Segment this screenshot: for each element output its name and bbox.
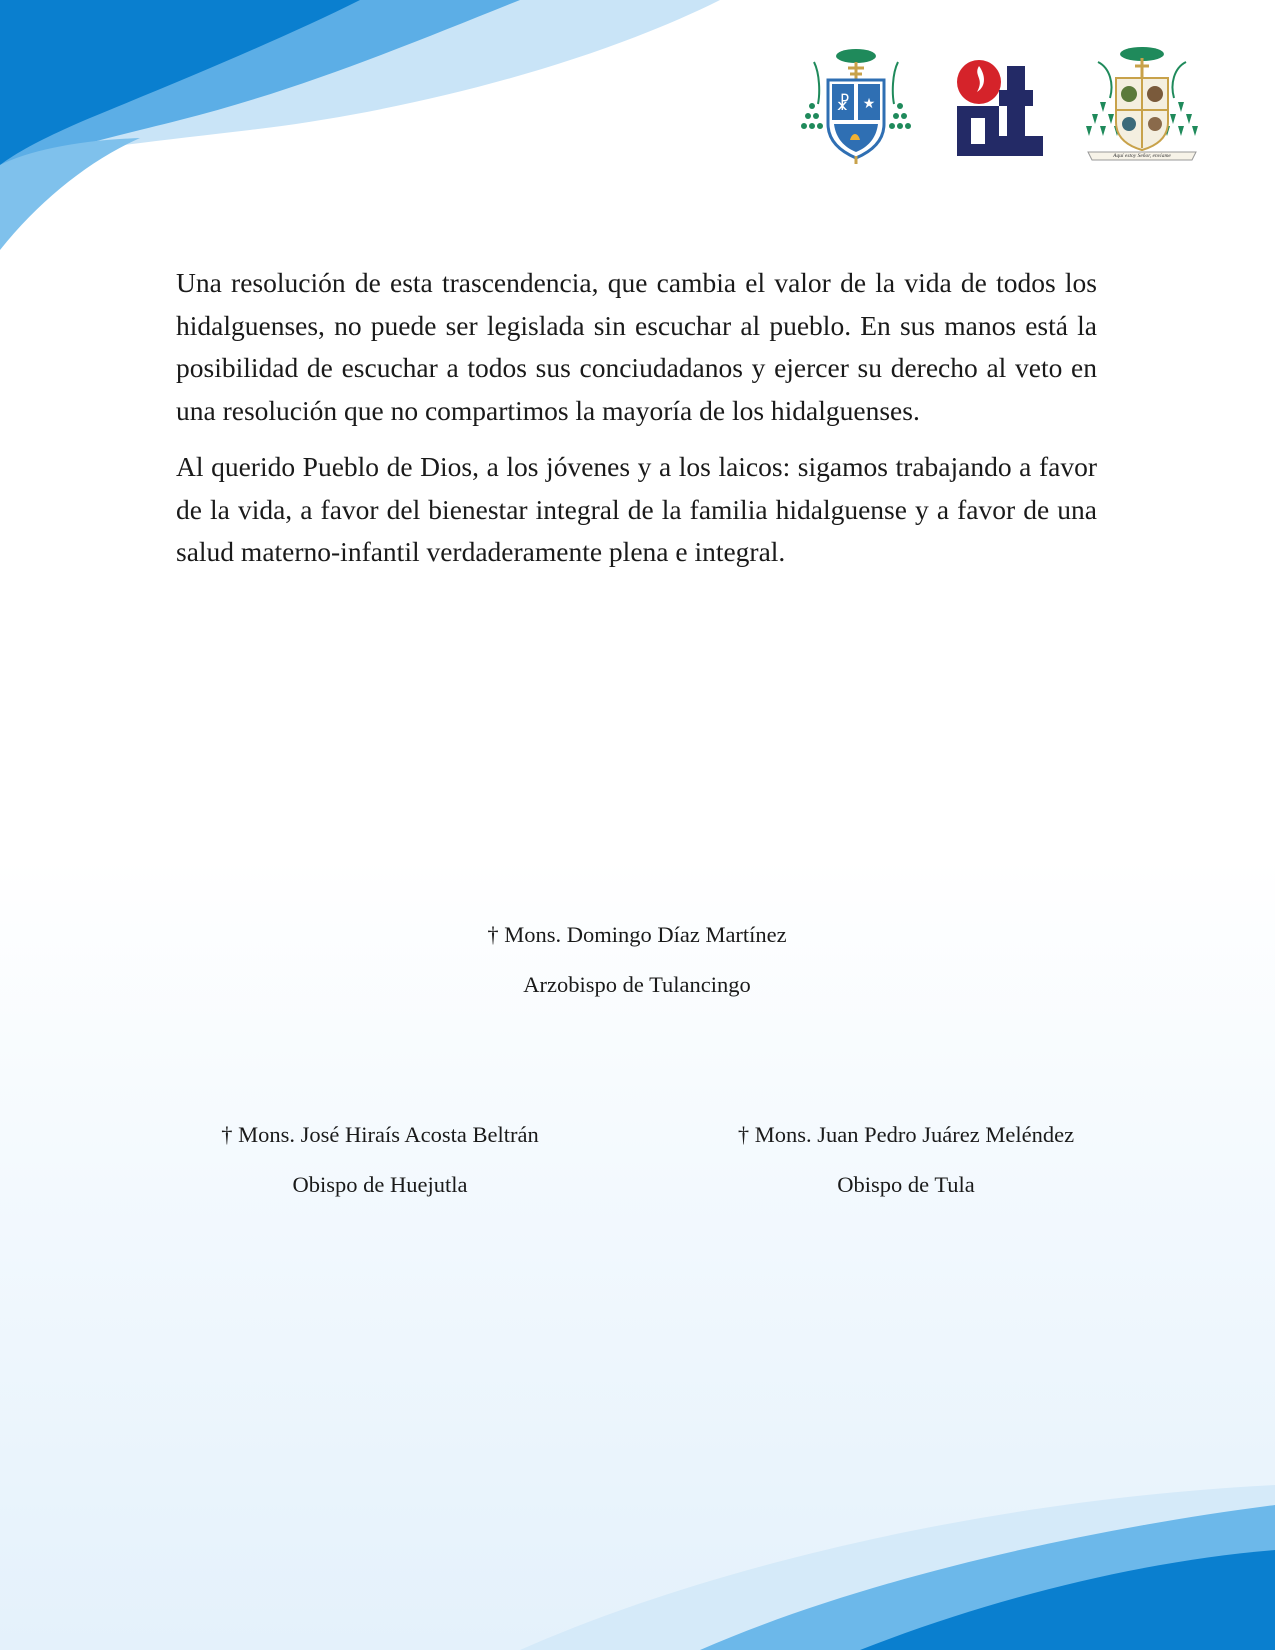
bishop-tula-title: Obispo de Tula [837, 1172, 975, 1197]
diocesan-coat-of-arms-icon [1080, 44, 1204, 168]
header-logos [0, 0, 1275, 200]
bishop-huejutla-name: † Mons. José Hiraís Acosta Beltrán [221, 1122, 539, 1147]
svg-text:★: ★ [862, 96, 876, 112]
bishop-tula-name: † Mons. Juan Pedro Juárez Meléndez [737, 1122, 1075, 1147]
archbishop-title: Arzobispo de Tulancingo [523, 972, 751, 997]
signature-bishop-tula [706, 1110, 1106, 1210]
bishop-huejutla-title: Obispo de Huejutla [292, 1172, 468, 1197]
signature-archbishop [437, 910, 837, 1010]
letter-body [176, 262, 1097, 588]
svg-text:☧: ☧ [835, 94, 851, 115]
tulancingo-coat-of-arms-icon [800, 44, 912, 166]
archbishop-name: † Mons. Domingo Díaz Martínez [487, 922, 787, 947]
paragraph-2: Al querido Pueblo de Dios, a los jóvenes y a los laicos: sigamos trabajando a favor de la vida, a favor del bienestar integral de la familia hidalguense y a favor de una salud materno-infantil verdaderamente plena e integral. [176, 451, 1097, 567]
signature-bishop-huejutla [180, 1110, 580, 1210]
coat-of-arms-motto: Aquí estoy Señor, envíame [1113, 153, 1171, 159]
paragraph-1: Una resolución de esta trascendencia, que cambia el valor de la vida de todos los hidalguenses, no puede ser legislada sin escuchar al pueblo. En sus manos está la posibilidad de escuchar a todos sus conciudadanos y ejercer su derecho al veto en una resolución que no compartimos la mayoría de los hidalguenses. [176, 267, 1097, 426]
church-flame-logo-icon [955, 56, 1045, 156]
